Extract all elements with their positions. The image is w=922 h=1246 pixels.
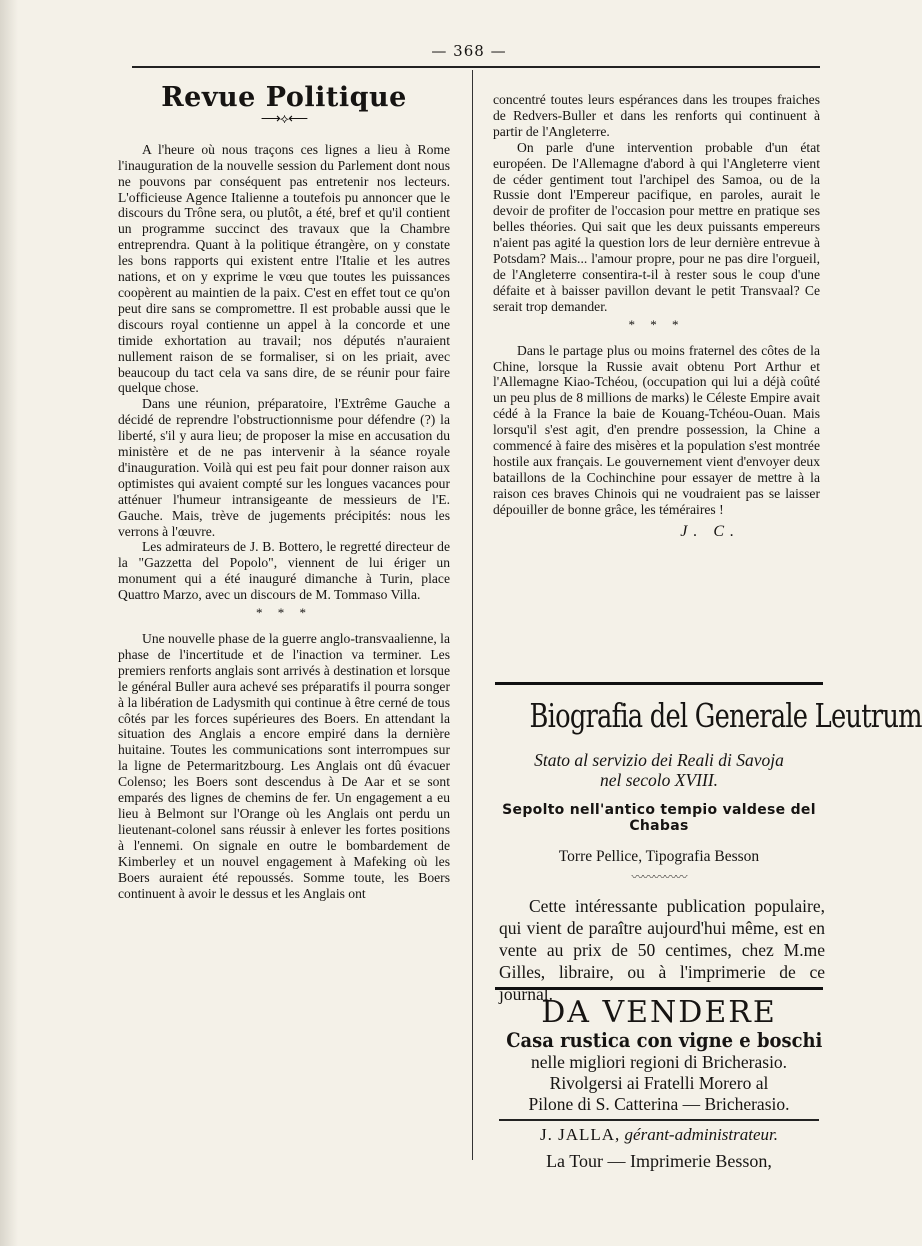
advertisement-subtitle-century: nel secolo XVIII. [599, 770, 719, 790]
manager-credit [493, 1125, 825, 1145]
article-title: Revue Politique [161, 82, 407, 113]
printer-imprint: La Tour — Imprimerie Besson, [546, 1151, 772, 1171]
section-stars: * * * [256, 605, 312, 621]
paragraph-transvaal-war: Une nouvelle phase de la guerre anglo-transvaalienne, la phase de l'incertitude et de l'inaction va terminer. Les premiers renforts anglais sont arrivés à destination et lorsque le général Buller aura achevé ses préparatifs il pourra songer à la libération de Ladysmith qui continue à être cerné de tous côtés par les forces supérieures des Boers. En attendant la situation des Anglais a encore empiré dans la dernière huitaine. Toutes les communications sont interrompues sur la ligne de Petermaritzbourg. Les Anglais ont dû évacuer Colenso; les Boers sont descendus à De Aar et se sont emparés des lignes de chemins de fer. Un engagement a eu lieu à Belmont sur l'Orange où les Anglais ont perdu un lieutenant-colonel sans réussir à enlever les fortes positions à l'ennemi. On signale en outre le bombardement de Kimberley et un nouvel engagement à Mafeking où les Boers auraient été repoussés. Somme toute, les Boers continuent à avoir le dessus et les Anglais ont [118, 631, 450, 901]
column-divider [472, 70, 473, 1160]
paragraph-china: Dans le partage plus ou moins fraternel des côtes de la Chine, lorsque la Russie avait obtenu Port Arthur et l'Allemagne Kiao-Tchéou, (occupation qui lui a déjà coûté un peu plus de 8 millions de marks) le Céleste Empire avait cédé à la France la baie de Kouang-Tchéou-Ouan. Mais lorsqu'il s'est agit, d'en prendre possession, la Chine a commencé à faire des misères et la population s'est montrée hostile aux français. Le gouvernement vient d'envoyer deux bataillons de la Cochinchine pour essayer de mettre à la raison ces braves Chinois qui ne voudraient pas se laisser dépouiller de bonne grâce, les téméraires ! [493, 342, 820, 517]
title-ornament: ⟶⟡⟵ [260, 111, 308, 127]
manager-role: gérant-administrateur. [624, 1125, 779, 1144]
footer-rule [499, 1119, 819, 1121]
paragraph-extreme-left: Dans une réunion, préparatoire, l'Extrême Gauche a décidé de reprendre l'obstructionnisme pour défendre (?) la liberté, s'il y aura lieu; de proposer la mise en accusation du ministère et de ne pas intervenir à la séance royale d'inauguration. Voilà qui est peu fait pour donner raison aux optimistes qui avaient compté sur les longues vacances pour atténuer l'humeur intransigeante de messieurs de l'E. Gauche. Mais, trève de jugements précipités: nous les verrons à l'œuvre. [118, 396, 450, 539]
advertisement-burial: Sepolto nell'antico tempio valdese del Chabas [502, 802, 816, 834]
header-rule [132, 66, 820, 68]
right-column [493, 92, 820, 539]
paragraph-parliament: A l'heure où nous traçons ces lignes a lieu à Rome l'inauguration de la nouvelle session du Parlement dont nous ne pouvons par conséquent pas entretenir nos lecteurs. L'officieuse Agence Italienne a toutefois pu annoncer que le discours du Trône sera, ou plutôt, a été, bref et qu'il contient un programme succinct des travaux que la Chambre entreprendra. Quant à la politique étrangère, on y constate les bons rapports qui existent entre l'Italie et les autres nations, et on y exprime le vœu que toutes les puissances coopèrent au maintien de la paix. C'est en effet tout ce qu'on peut dire sans se compromettre. Il est probable aussi que le discours royal contienne un appel à la concorde et une timide exhortation au travail; nos députés n'auraient nullement raison de se formaliser, si on les priait, avec beaucoup du tact cela va sans dire, de se réunir pour faire quelque chose. [118, 141, 450, 396]
for-sale-contact: Rivolgersi ai Fratelli Morero al [549, 1073, 769, 1093]
for-sale-location: nelle migliori regioni di Bricherasio. [530, 1052, 788, 1072]
scan-edge-shadow [0, 0, 18, 1246]
author-signature: J. C. [680, 522, 740, 540]
advertisement-body: Cette intéressante publication populaire, qui vient de paraître aujourd'hui même, est en vente au prix de 50 centimes, chez M.me Gilles, libraire, ou à l'imprimerie de ce journal. [499, 896, 825, 1004]
wave-ornament: 〰〰〰〰〰 [631, 870, 687, 884]
for-sale-notice [493, 996, 825, 1172]
paragraph-intervention: On parle d'une intervention probable d'un état européen. De l'Allemagne d'abord à qui l'Angleterre vient de céder gentiment tout l'archipel des Samoa, ou de la Russie dont l'Empereur pacifique, en paroles, aurait le devoir de profiter de l'occasion pour mettre en pratique ses belles théories. Qui sait que les deux puissants empereurs n'aient pas agité la question lors de leur dernière entrevue à Potsdam? Mais... l'amour propre, pour ne pas dire l'orgueil, de l'Angleterre consentira-t-il à rester sous le coup d'une défaite et à baisser pavillon devant le petit Transvaal? Ce serait trop demander. [493, 139, 820, 314]
section-stars: * * * [628, 316, 685, 332]
for-sale-address: Pilone di S. Catterina — Bricherasio. [528, 1094, 790, 1114]
page-number: — 368 — [431, 42, 507, 60]
advertisement-title: Biografia del Generale Leutrum [529, 696, 922, 735]
for-sale-headline: Casa rustica con vigne e boschi [506, 1029, 823, 1052]
advertisement-printer: Torre Pellice, Tipografia Besson [558, 848, 760, 865]
paragraph-bottero: Les admirateurs de J. B. Bottero, le regretté directeur de la "Gazzetta del Popolo", viennent de lui ériger un monument qui a été inauguré dimanche à Turin, place Quattro Marzo, avec un discours de M. Tommaso Villa. [118, 539, 450, 603]
left-column [118, 82, 450, 901]
for-sale-rule [495, 987, 823, 990]
for-sale-title: DA VENDERE [541, 995, 777, 1030]
manager-name: J. JALLA, [539, 1125, 621, 1144]
advertisement-rule [495, 682, 823, 685]
advertisement-subtitle: Stato al servizio dei Reali di Savoja [534, 750, 784, 770]
paragraph-continuation: concentré toutes leurs espérances dans les troupes fraiches de Redvers-Buller et dans les renforts qui continuent à partir de l'Angleterre. [493, 92, 820, 139]
advertisement-biography [493, 692, 922, 1005]
